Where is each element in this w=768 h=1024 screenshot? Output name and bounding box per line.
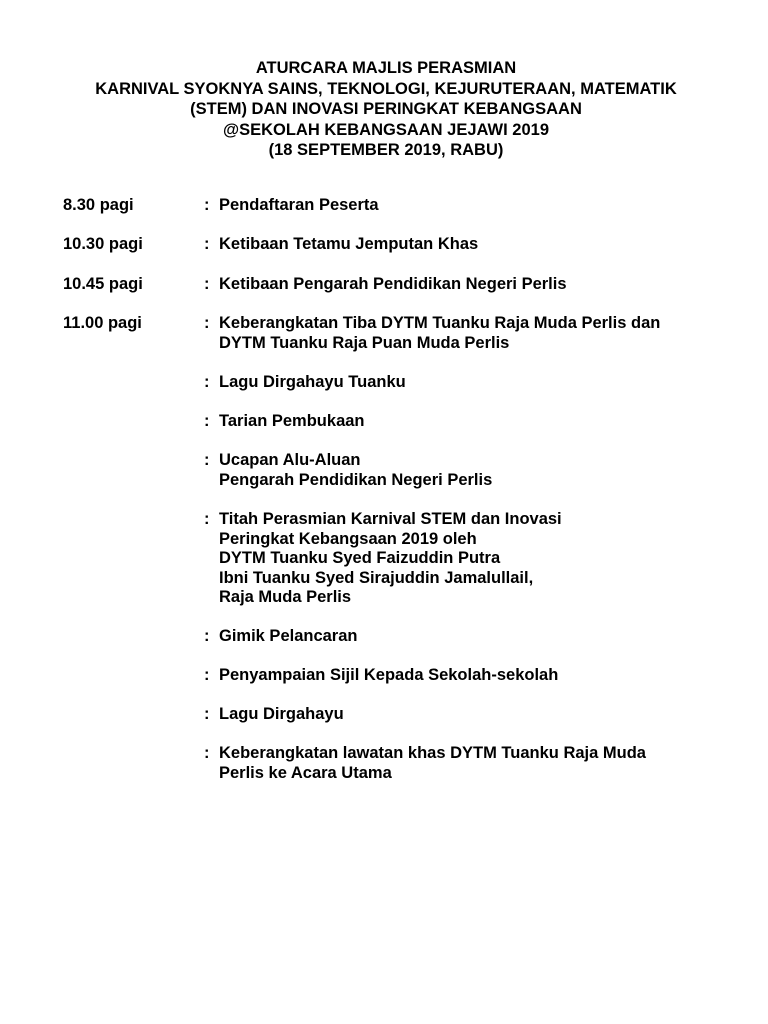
schedule-description-line: Titah Perasmian Karnival STEM dan Inovasi xyxy=(219,510,562,528)
schedule-time: 10.30 pagi xyxy=(63,235,143,253)
schedule-description-line: Penyampaian Sijil Kepada Sekolah-sekolah xyxy=(219,666,559,684)
title-line-5: (18 SEPTEMBER 2019, RABU) xyxy=(268,141,504,159)
schedule-separator: : xyxy=(204,412,210,430)
schedule-description xyxy=(219,412,365,432)
schedule-time: 8.30 pagi xyxy=(63,196,134,214)
schedule-separator: : xyxy=(204,627,210,645)
schedule-description-line: Pendaftaran Peserta xyxy=(219,196,379,214)
schedule-description-line: Perlis ke Acara Utama xyxy=(219,763,392,782)
schedule-description-line: DYTM Tuanku Syed Faizuddin Putra xyxy=(219,549,501,567)
schedule-description-line: Keberangkatan Tiba DYTM Tuanku Raja Muda Perlis dan xyxy=(219,314,661,332)
schedule-description-line: Pengarah Pendidikan Negeri Perlis xyxy=(219,470,493,489)
schedule-separator: : xyxy=(204,196,210,214)
title-line-1: ATURCARA MAJLIS PERASMIAN xyxy=(255,59,517,77)
title-line-2: KARNIVAL SYOKNYA SAINS, TEKNOLOGI, KEJURUTERAAN, MATEMATIK xyxy=(95,79,677,98)
schedule-description-line: Ketibaan Pengarah Pendidikan Negeri Perlis xyxy=(219,275,567,293)
schedule-description-line: Gimik Pelancaran xyxy=(219,627,358,645)
schedule-description xyxy=(219,744,646,783)
schedule-description-line: Keberangkatan lawatan khas DYTM Tuanku Raja Muda xyxy=(219,744,646,762)
schedule-description xyxy=(219,196,379,216)
schedule-description-line: Ibni Tuanku Syed Sirajuddin Jamalullail, xyxy=(219,568,534,587)
schedule-description-line: Lagu Dirgahayu Tuanku xyxy=(219,373,406,391)
schedule-description xyxy=(219,451,492,490)
schedule-separator: : xyxy=(204,373,210,391)
schedule-separator: : xyxy=(204,235,210,253)
schedule-description xyxy=(219,666,558,686)
title-line-4: @SEKOLAH KEBANGSAAN JEJAWI 2019 xyxy=(223,120,549,139)
schedule-time: 10.45 pagi xyxy=(63,275,143,293)
schedule-description xyxy=(219,275,567,295)
schedule-description xyxy=(219,373,406,393)
schedule-description xyxy=(219,235,478,255)
title-line-3: (STEM) DAN INOVASI PERINGKAT KEBANGSAAN xyxy=(190,100,582,118)
schedule-time: 11.00 pagi xyxy=(63,314,142,332)
schedule-description xyxy=(219,705,344,725)
schedule-description xyxy=(219,627,358,647)
schedule-description-line: Peringkat Kebangsaan 2019 oleh xyxy=(219,529,477,548)
schedule-separator: : xyxy=(204,314,210,332)
schedule-separator: : xyxy=(204,275,210,293)
schedule-separator: : xyxy=(204,744,210,762)
schedule-description-line: Ucapan Alu-Aluan xyxy=(219,451,361,469)
schedule-separator: : xyxy=(204,510,210,528)
schedule-description-line: DYTM Tuanku Raja Puan Muda Perlis xyxy=(219,333,510,352)
schedule-separator: : xyxy=(204,666,210,684)
schedule-description-line: Ketibaan Tetamu Jemputan Khas xyxy=(219,235,479,253)
schedule-description xyxy=(219,314,660,353)
schedule-separator: : xyxy=(204,451,210,469)
schedule-separator: : xyxy=(204,705,210,723)
schedule-description xyxy=(219,510,562,608)
schedule-description-line: Lagu Dirgahayu xyxy=(219,705,344,723)
schedule-description-line: Raja Muda Perlis xyxy=(219,588,352,606)
schedule-description-line: Tarian Pembukaan xyxy=(219,412,365,430)
